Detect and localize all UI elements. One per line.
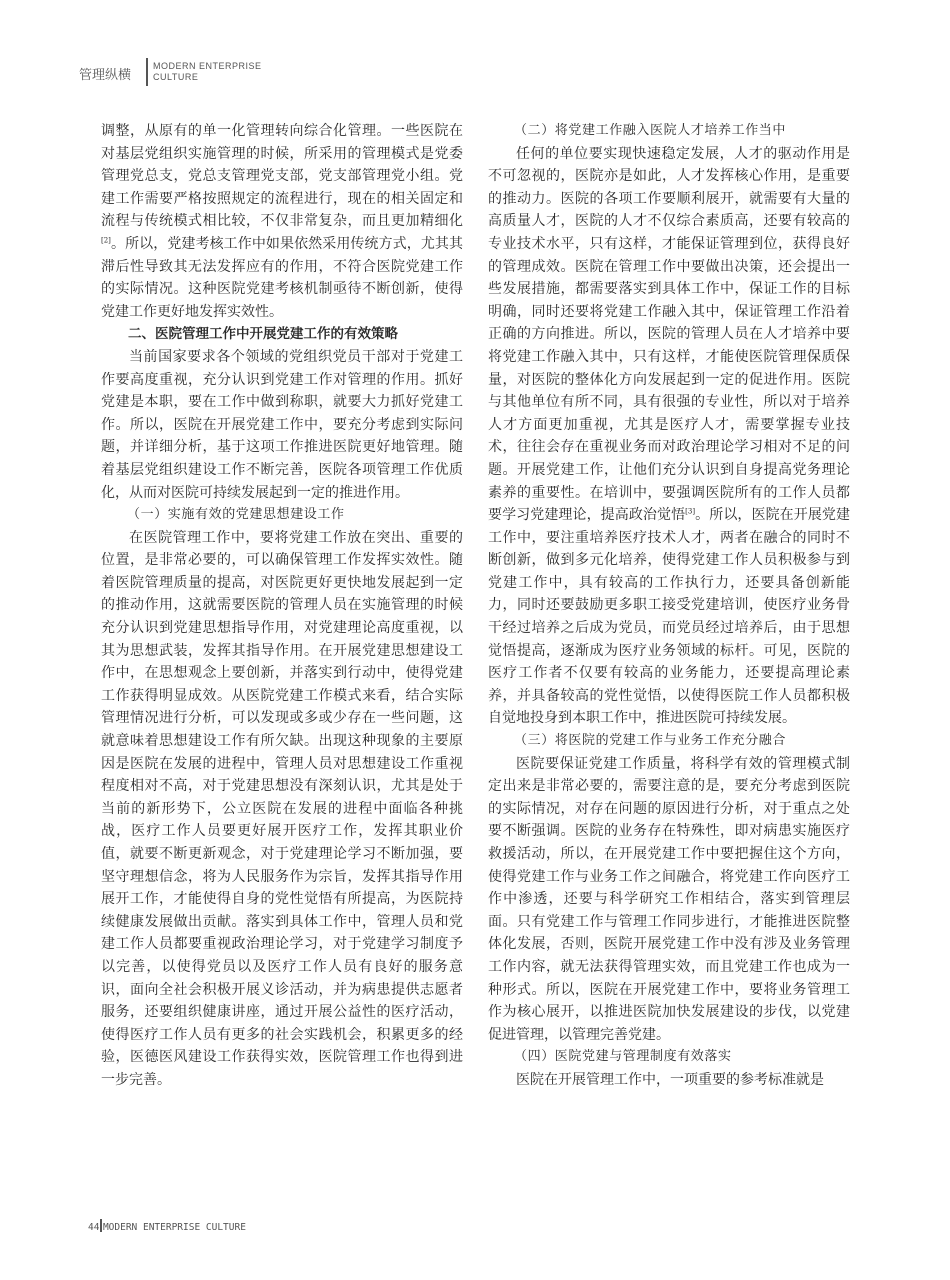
body-paragraph: [488, 753, 850, 1047]
paragraph-text: 医院在开展管理工作中，一项重要的参考标准就是: [516, 1071, 824, 1088]
right-column: [488, 120, 850, 1092]
paragraph-text: 二、医院管理工作中开展党建工作的有效策略: [128, 326, 398, 343]
paragraph-text: 调整，从原有的单一化管理转向综合化管理。一些医院在对基层党组织实施管理的时候，所采用的管理模式是党委管理党总支，党总支管理党支部，党支部管理党小组。党建工作需要严格按照规定的流程进行，现在的相关固定和流程与传统模式相比较，不仅非常复杂，而且更加精细化: [101, 123, 463, 230]
subsection-heading: [488, 120, 850, 143]
paragraph-text: （四）医院党建与管理制度有效落实: [514, 1049, 732, 1065]
running-footer: [88, 1219, 246, 1237]
page-number: 44: [88, 1222, 100, 1233]
paragraph-text: 医院要保证党建工作质量，将科学有效的管理模式制定出来是非常必要的，需要注意的是，要充分考虑到医院的实际情况，对存在问题的原因进行分析，对于重点之处要不断强调。医院的业务存在特殊性，即对病患实施医疗救援活动，所以，在开展党建工作中要把握住这个方向，使得党建工作与业务工作之间融合，将党建工作向医疗工作中渗透，还要与科学研究工作相结合，落实到管理层面。只有党建工作与管理工作同步进行，才能推进医院整体化发展，否则，医院开展党建工作中没有涉及业务管理工作内容，就无法获得管理实效，而且党建工作也成为一种形式。所以，医院在开展党建工作中，要将业务管理工作为核心展开，以推进医院加快发展建设的步伐，以党建促进管理，以管理完善党建。: [488, 755, 850, 1043]
body-paragraph: [488, 1069, 850, 1092]
paragraph-text: （三）将医院的党建工作与业务工作充分融合: [514, 733, 787, 749]
body-paragraph: [101, 346, 463, 504]
header-divider: [146, 58, 148, 86]
paragraph-text: 任何的单位要实现快速稳定发展，人才的驱动作用是不可忽视的，医院亦是如此，人才发挥核心作用，是重要的推动力。医院的各项工作要顺利展开，就需要有大量的高质量人才，医院的人才不仅综合素质高，还要有较高的专业技术水平，只有这样，才能保证管理到位，获得良好的管理成效。医院在管理工作中要做出决策，还会提出一些发展措施，都需要落实到具体工作中，保证工作的目标明确，同时还要将党建工作融入其中，保证管理工作沿着正确的方向推进。所以，医院的管理人员在人才培养中要将党建工作融入其中，只有这样，才能使医院管理保质保量，对医院的整体化方向发展起到一定的促进作用。医院与其他单位有所不同，具有很强的专业性，所以对于培养人才方面更加重视，尤其是医疗人才，需要掌握专业技术，往往会存在重视业务而对政治理论学习相对不足的问题。开展党建工作，让他们充分认识到自身提高党务理论素养的重要性。在培训中，要强调医院所有的工作人员都要学习党建理论，提高政治觉悟: [488, 145, 850, 524]
footer-divider: [100, 1219, 102, 1232]
footer-journal-name: MODERN ENTERPRISE CULTURE: [102, 1222, 246, 1233]
left-column: [101, 120, 463, 1092]
subsection-heading: [488, 730, 850, 753]
subsection-heading: [101, 504, 463, 527]
subsection-heading: [488, 1046, 850, 1069]
body-paragraph: [488, 143, 850, 730]
section-title: 管理纵横: [79, 68, 132, 83]
journal-name-line1: MODERN ENTERPRISE: [153, 61, 262, 71]
journal-name: [153, 61, 262, 83]
paragraph-text: 。所以，党建考核工作中如果依然采用传统方式，尤其其滞后性导致其无法发挥应有的作用，不符合医院党建工作的实际情况。这种医院党建考核机制亟待不断创新，使得党建工作更好地发挥实效性。: [101, 235, 463, 320]
body-paragraph: [101, 120, 463, 323]
journal-name-line2: CULTURE: [153, 72, 199, 82]
body-paragraph: [101, 527, 463, 1092]
paragraph-text: （一）实施有效的党建思想建设工作: [127, 507, 345, 523]
paragraph-text: （二）将党建工作融入医院人才培养工作当中: [514, 123, 787, 138]
section-heading: [101, 323, 463, 346]
citation-ref: [2]: [101, 236, 111, 245]
citation-ref: [3]: [685, 507, 696, 516]
paragraph-text: 当前国家要求各个领域的党组织党员干部对于党建工作要高度重视，充分认识到党建工作对管理的作用。抓好党建是本职，要在工作中做到称职，就要大力抓好党建工作。所以，医院在开展党建工作中，要充分考虑到实际问题，并详细分析，基于这项工作推进医院更好地管理。随着基层党组织建设工作不断完善，医院各项管理工作优质化，从而对医院可持续发展起到一定的推进作用。: [101, 348, 463, 501]
paragraph-text: 。所以，医院在开展党建工作中，要注重培养医疗技术人才，两者在融合的同时不断创新，做到多元化培养，使得党建工作人员积极参与到党建工作中，具有较高的工作执行力，还要具备创新能力，同时还要鼓励更多职工接受党建培训，使医疗业务骨干经过培养之后成为党员，而党员经过培养后，由于思想觉悟提高，逐渐成为医疗业务领域的标杆。可见，医院的医疗工作者不仅要有较高的业务能力，还要提高理论素养，并具备较高的党性觉悟，以使得医院工作人员都积极自觉地投身到本职工作中，推进医院可持续发展。: [488, 507, 851, 727]
paragraph-text: 在医院管理工作中，要将党建工作放在突出、重要的位置，是非常必要的，可以确保管理工作发挥实效性。随着医院管理质量的提高，对医院更好更快地发展起到一定的推动作用，这就需要医院的管理人员在实施管理的时候充分认识到党建思想指导作用，对党建理论高度重视，以其为思想武装，发挥其指导作用。在开展党建思想建设工作中，在思想观念上要创新，并落实到行动中，使得党建工作获得明显成效。从医院党建工作模式来看，结合实际管理情况进行分析，可以发现或多或少存在一些问题，这就意味着思想建设工作有所欠缺。出现这种现象的主要原因是医院在发展的进程中，管理人员对思想建设工作重视程度相对不高，对于党建思想没有深刻认识，尤其是处于当前的新形势下，公立医院在发展的进程中面临各种挑战，医疗工作人员要更好展开医疗工作，发挥其职业价值，就要不断更新观念，对于党建理论学习不断加强，要坚守理想信念，将为人民服务作为宗旨，发挥其指导作用展开工作，才能使得自身的党性觉悟有所提高，为医院持续健康发展做出贡献。落实到具体工作中，管理人员和党建工作人员都要重视政治理论学习，对于党建学习制度予以完善，以使得党员以及医疗工作人员有良好的服务意识，面向全社会积极开展义诊活动，并为病患提供志愿者服务，还要组织健康讲座，通过开展公益性的医疗活动，使得医疗工作人员有更多的社会实践机会，积累更多的经验，医德医风建设工作获得实效，医院管理工作也得到进一步完善。: [101, 529, 463, 1088]
